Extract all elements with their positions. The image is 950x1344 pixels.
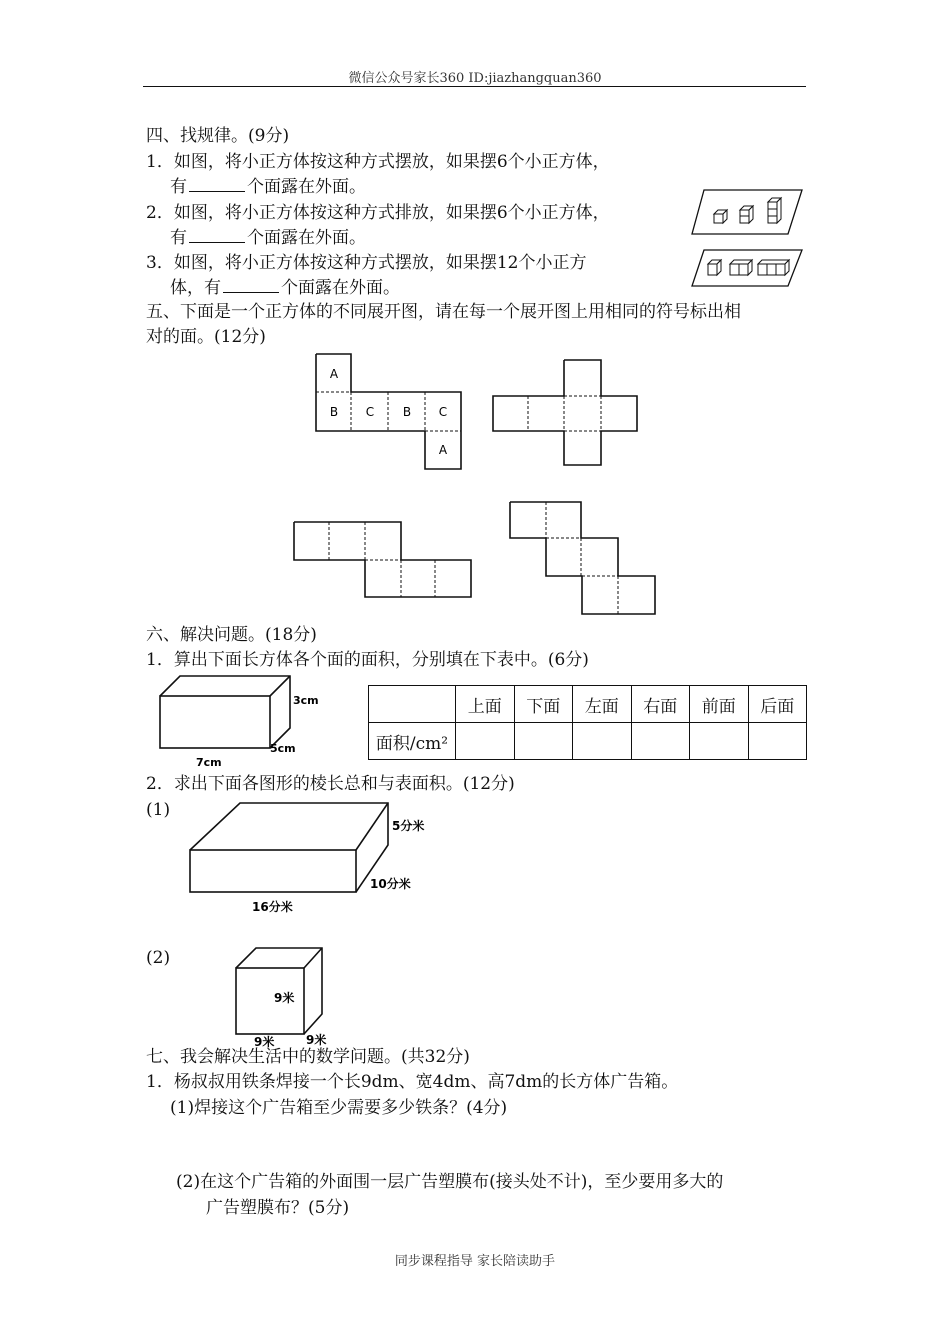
q4-2-line2 [170,226,366,250]
answer-cell-bottom[interactable] [514,723,573,760]
net1-label-c1: C [365,405,375,419]
section-5-title-line1: 五、下面是一个正方体的不同展开图，请在每一个展开图上用相同的符号标出相 [146,302,741,322]
q7-1-text: 1．杨叔叔用铁条焊接一个长9dm、宽4dm、高7dm的长方体广告箱。 [146,1072,679,1092]
section-4-title: 四、找规律。(9分) [146,126,290,146]
cuboid-figure-2 [180,795,440,920]
box1-length-label: 7cm [196,756,222,769]
answer-cell-right[interactable] [631,723,690,760]
net1-label-a-top: A [329,367,339,381]
cube-net-4[interactable] [508,500,658,618]
section-7-title: 七、我会解决生活中的数学问题。(共32分) [146,1047,470,1067]
answer-cell-left[interactable] [573,723,632,760]
q4-1-line2 [170,175,366,199]
answer-cell-top[interactable] [456,723,515,760]
box2-height-label: 5分米 [392,819,425,833]
table-header-row [369,686,807,723]
part-1-label: (1) [146,800,171,820]
section-6-title: 六、解决问题。(18分) [146,625,317,645]
net1-label-c2: C [438,405,448,419]
table-header-back: 后面 [748,686,807,723]
net1-label-a-bottom: A [438,443,448,457]
q7-1-b-line1: (2)在这个广告箱的外面围一层广告塑膜布(接头处不计)，至少要用多大的 [176,1172,724,1192]
q4-1-pre: 有 [170,177,187,197]
q4-3-line2 [170,276,400,300]
cube-width-label: 9米 [306,1033,327,1047]
q6-1-text: 1．算出下面长方体各个面的面积，分别填在下表中。(6分) [146,650,589,670]
table-header-left: 左面 [573,686,632,723]
answer-blank-4-1[interactable] [189,175,245,192]
q4-1-line1: 1．如图，将小正方体按这种方式摆放，如果摆6个小正方体， [146,152,610,172]
table-row [369,723,807,760]
answer-blank-4-3[interactable] [223,276,279,293]
table-header-front: 前面 [690,686,749,723]
q4-1-post: 个面露在外面。 [247,177,366,197]
answer-cell-front[interactable] [690,723,749,760]
box2-width-label: 10分米 [370,877,411,891]
q6-2-text: 2．求出下面各图形的棱长总和与表面积。(12分) [146,774,515,794]
q7-1-b-line2: 广告塑膜布？(5分) [206,1198,350,1218]
header-rule [143,86,806,87]
cube-net-3[interactable] [292,520,474,600]
answer-blank-4-2[interactable] [189,226,245,243]
cube-height-label: 9米 [274,991,295,1005]
q4-2-line1: 2．如图，将小正方体按这种方式排放，如果摆6个小正方体， [146,203,610,223]
cube-net-1[interactable] [314,352,464,472]
table-row-label: 面积/cm² [369,723,456,760]
section-5-title-line2: 对的面。(12分) [146,327,266,347]
q4-2-pre: 有 [170,228,187,248]
table-header-right: 右面 [631,686,690,723]
page-footer: 同步课程指导 家长陪读助手 [394,1254,556,1269]
q4-3-post: 个面露在外面。 [281,278,400,298]
q4-3-pre: 体，有 [170,278,221,298]
stacked-cubes-figure [690,186,806,238]
q4-2-post: 个面露在外面。 [247,228,366,248]
table-corner-cell [369,686,456,723]
cuboid-figure-1 [150,670,340,770]
net1-label-b1: B [329,405,339,419]
cube-net-2[interactable] [491,358,639,468]
net1-label-b2: B [402,405,412,419]
box1-height-label: 3cm [293,694,319,707]
q4-3-line1: 3．如图，将小正方体按这种方式摆放，如果摆12个小正方 [146,253,587,273]
face-area-table [368,685,807,760]
cube-length-label: 9米 [254,1035,275,1048]
page-header: 微信公众号家长360 ID:jiazhangquan360 [348,71,602,86]
part-2-label: (2) [146,948,171,968]
box2-length-label: 16分米 [252,900,293,914]
q7-1-a: (1)焊接这个广告箱至少需要多少铁条？(4分) [170,1098,508,1118]
box1-width-label: 5cm [270,742,296,755]
table-header-top: 上面 [456,686,515,723]
table-header-bottom: 下面 [514,686,573,723]
answer-cell-back[interactable] [748,723,807,760]
row-cubes-figure [690,246,806,290]
cube-figure [226,940,346,1048]
